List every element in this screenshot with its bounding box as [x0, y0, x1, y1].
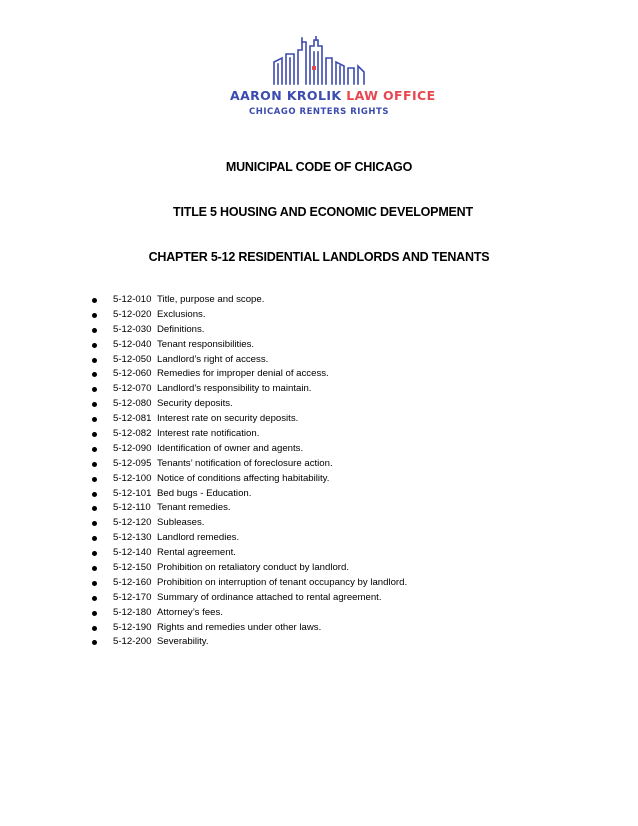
section-title: Tenant responsibilities.: [157, 338, 255, 350]
section-number: 5-12-081: [113, 413, 152, 425]
code-heading: MUNICIPAL CODE OF CHICAGO: [225, 160, 413, 174]
bullet-icon: [92, 506, 97, 511]
bullet-icon: [92, 626, 97, 631]
bullet-icon: [92, 611, 97, 616]
law-office-logo: [218, 36, 436, 126]
section-title: Exclusions.: [157, 308, 206, 320]
section-number: 5-12-200: [113, 636, 152, 648]
bullet-icon: [92, 313, 97, 318]
bullet-icon: [92, 372, 97, 377]
section-number: 5-12-030: [113, 323, 152, 335]
bullet-icon: [92, 596, 97, 601]
section-title: Landlord’s right of access.: [157, 353, 269, 365]
section-number: 5-12-020: [113, 308, 152, 320]
section-number: 5-12-170: [113, 591, 152, 603]
section-number: 5-12-010: [113, 294, 152, 305]
section-number: 5-12-180: [113, 606, 152, 618]
section-number: 5-12-150: [113, 562, 152, 574]
chapter-heading: CHAPTER 5-12 RESIDENTIAL LANDLORDS AND TENANTS: [148, 250, 490, 264]
section-title: Summary of ordinance attached to rental agreement.: [157, 591, 382, 603]
section-title: Tenants’ notification of foreclosure action.: [157, 457, 333, 469]
section-title: Attorney’s fees.: [157, 606, 223, 618]
bullet-icon: [92, 581, 97, 586]
bullet-icon: [92, 447, 97, 452]
bullet-icon: [92, 477, 97, 482]
section-title: Rights and remedies under other laws.: [157, 621, 322, 633]
section-title: Prohibition on interruption of tenant occupancy by landlord.: [157, 576, 408, 588]
section-number: 5-12-160: [113, 576, 152, 588]
bullet-icon: [92, 640, 97, 645]
section-number: 5-12-190: [113, 621, 152, 633]
logo-name-part1: AARON KROLIK: [230, 88, 342, 103]
bullet-icon: [92, 328, 97, 333]
section-title: Title, purpose and scope.: [157, 294, 265, 305]
section-number: 5-12-090: [113, 442, 152, 454]
bullet-icon: [92, 551, 97, 556]
section-number: 5-12-130: [113, 532, 152, 544]
section-number: 5-12-040: [113, 338, 152, 350]
section-number: 5-12-110: [113, 502, 151, 514]
section-title: Subleases.: [157, 517, 205, 529]
section-number: 5-12-082: [113, 428, 152, 440]
bullet-icon: [92, 536, 97, 541]
logo-name-part2: LAW OFFICE: [346, 88, 436, 103]
section-number: 5-12-050: [113, 353, 152, 365]
bullet-icon: [92, 521, 97, 526]
section-title: Severability.: [157, 636, 209, 648]
section-number: 5-12-095: [113, 457, 152, 469]
section-title: Security deposits.: [157, 398, 233, 410]
section-number: 5-12-120: [113, 517, 152, 529]
bullet-icon: [92, 358, 97, 363]
section-title: Notice of conditions affecting habitability.: [157, 472, 330, 484]
bullet-icon: [92, 298, 97, 303]
bullet-icon: [92, 566, 97, 571]
section-title: Definitions.: [157, 323, 205, 335]
section-title: Tenant remedies.: [157, 502, 231, 514]
section-number: 5-12-060: [113, 368, 152, 380]
section-number: 5-12-080: [113, 398, 152, 410]
section-title: Prohibition on retaliatory conduct by landlord.: [157, 562, 349, 574]
title-heading: TITLE 5 HOUSING AND ECONOMIC DEVELOPMENT: [173, 205, 473, 219]
bullet-icon: [92, 462, 97, 467]
section-title: Interest rate on security deposits.: [157, 413, 299, 425]
logo-tagline: CHICAGO RENTERS RIGHTS: [249, 107, 389, 117]
chicago-skyline-icon: [266, 36, 370, 86]
section-title: Rental agreement.: [157, 547, 236, 559]
bullet-icon: [92, 432, 97, 437]
bullet-icon: [92, 343, 97, 348]
section-title: Interest rate notification.: [157, 428, 260, 440]
section-number: 5-12-070: [113, 383, 152, 395]
section-number: 5-12-100: [113, 472, 152, 484]
section-title: Landlord remedies.: [157, 532, 240, 544]
bullet-icon: [92, 402, 97, 407]
section-title: Landlord’s responsibility to maintain.: [157, 383, 312, 395]
bullet-icon: [92, 492, 97, 497]
logo-firm-name: [230, 88, 436, 103]
section-title: Identification of owner and agents.: [157, 442, 304, 454]
accent-window: [312, 66, 316, 70]
bullet-icon: [92, 417, 97, 422]
section-title: Remedies for improper denial of access.: [157, 368, 329, 380]
section-number: 5-12-140: [113, 547, 152, 559]
bullet-icon: [92, 387, 97, 392]
section-number: 5-12-101: [113, 487, 152, 499]
section-title: Bed bugs - Education.: [157, 487, 252, 499]
